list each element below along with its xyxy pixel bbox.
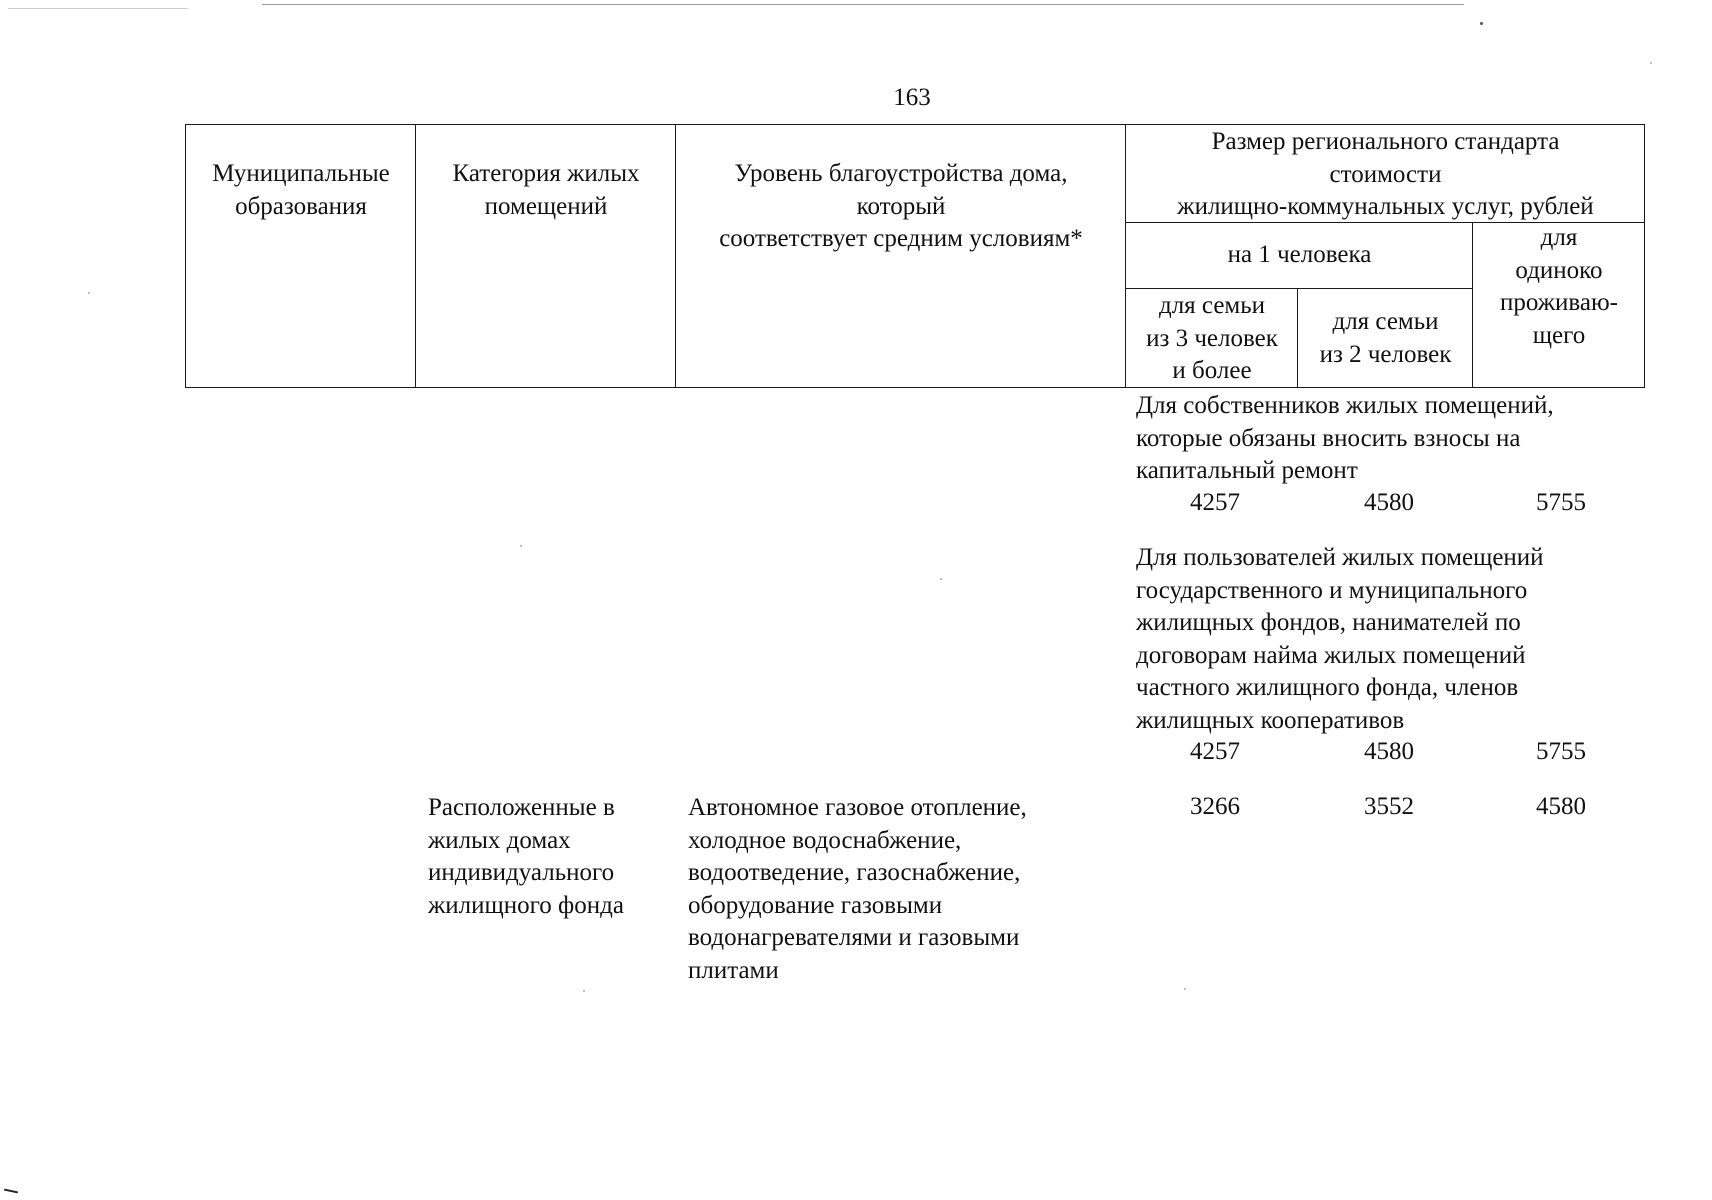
row-comfort-level: Автономное газовое отопление, холодное водоснабжение, водоотведение, газоснабжение, оборудование газовыми водонагревателями и газовыми плитами <box>688 794 1027 984</box>
header-standard-size: Размер регионального стандарта стоимости жилищно-коммунальных услуг, рублей <box>1177 128 1594 220</box>
row-category: Расположенные в жилых домах индивидуального жилищного фонда <box>428 794 624 919</box>
page-number: 163 <box>893 84 931 111</box>
row-value-family-3: 3266 <box>1190 793 1240 820</box>
header-per-person: на 1 человека <box>1227 241 1372 268</box>
scan-top-edge-line <box>262 4 1464 5</box>
owners-value-single: 5755 <box>1536 489 1586 516</box>
scan-speck <box>583 990 585 992</box>
header-family-3: для семьи из 3 человек и более <box>1146 292 1278 384</box>
scan-speck <box>1480 22 1483 25</box>
header-municipal: Муниципальные образования <box>212 160 390 220</box>
scan-speck <box>1650 62 1652 64</box>
row-value-single: 4580 <box>1536 793 1586 820</box>
scan-top-edge-line <box>8 8 188 9</box>
scan-speck <box>520 545 522 547</box>
row-value-family-2: 3552 <box>1364 793 1414 820</box>
owners-value-family-2: 4580 <box>1364 489 1414 516</box>
header-family-2: для семьи из 2 человек <box>1319 308 1452 368</box>
owners-value-family-3: 4257 <box>1190 489 1240 516</box>
users-value-family-2: 4580 <box>1364 738 1414 765</box>
section-owners-title: Для собственников жилых помещений, которые обязаны вносить взносы на капитальный ремонт <box>1136 392 1554 484</box>
header-single-resident: для одиноко проживаю- щего <box>1500 224 1618 349</box>
header-level: Уровень благоустройства дома, который соответствует средним условиям* <box>719 160 1083 252</box>
users-value-family-3: 4257 <box>1190 738 1240 765</box>
users-value-single: 5755 <box>1536 738 1586 765</box>
scan-speck <box>1184 988 1186 990</box>
scan-speck <box>88 292 90 294</box>
scan-corner-mark <box>4 1189 18 1194</box>
scan-speck <box>940 578 942 580</box>
header-category: Категория жилых помещений <box>452 160 640 220</box>
section-users-title: Для пользователей жилых помещений государственного и муниципального жилищных фондов, нанимателей по договорам найма жилых помещений частного жилищного фонда, членов жилищных кооперативов <box>1136 544 1544 734</box>
